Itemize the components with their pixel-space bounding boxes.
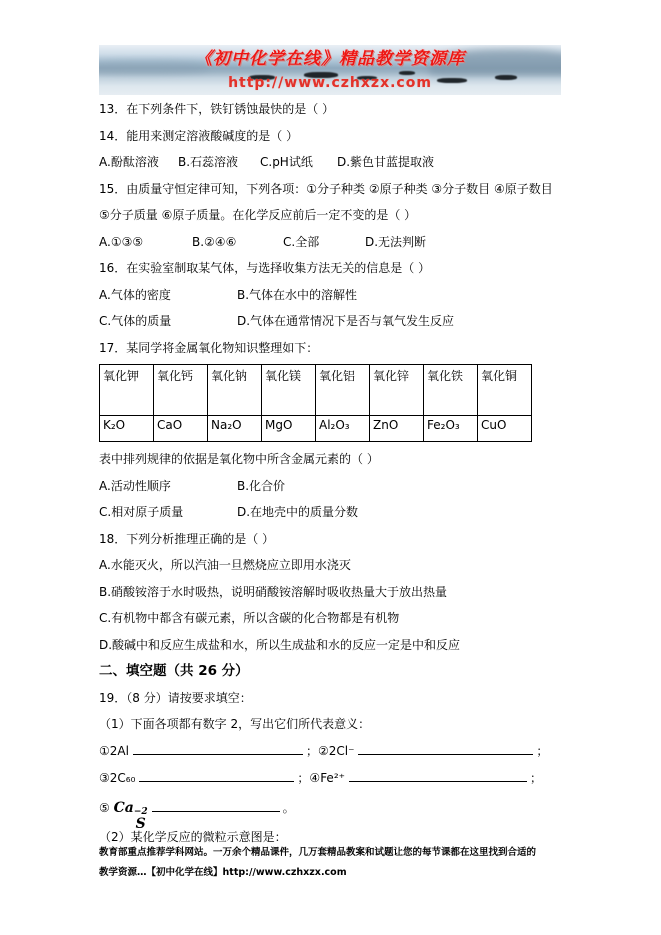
q15-option-a: A.①③⑤: [99, 234, 144, 249]
question-16-options-row2: [99, 308, 565, 335]
q14-option-d: D.紫色甘蓝提取液: [337, 155, 435, 169]
q18-option-d: D.酸碱中和反应生成盐和水，所以生成盐和水的反应一定是中和反应: [99, 637, 461, 652]
oxide-formula-cell: CaO: [154, 416, 208, 442]
oxide-formula-cell: MgO: [262, 416, 316, 442]
footer-url-link[interactable]: http://www.czhxzx.com: [222, 867, 347, 878]
q19-part1-text: （1）下面各项都有数字 2，写出它们所代表意义：: [99, 717, 371, 731]
exam-body: [99, 96, 565, 852]
oxide-name-cell: 氧化钠: [208, 365, 262, 416]
q16-option-d: D.气体在通常情况下是否与氧气发生反应: [237, 314, 455, 328]
item-2-formula: 2Cl⁻: [328, 743, 355, 758]
answer-blank-1: [133, 741, 303, 755]
oxide-name-cell: 氧化锌: [370, 365, 424, 416]
banner-title: 《初中化学在线》精品教学资源库: [195, 49, 465, 69]
oxide-name-cell: 氧化铝: [316, 365, 370, 416]
question-17-options-row1: [99, 473, 565, 500]
q16-option-c: C.气体的质量: [99, 314, 172, 328]
item-5-label: ⑤: [99, 800, 110, 815]
item-1-formula: 2Al: [109, 743, 129, 758]
q18-option-b: B.硝酸铵溶于水时吸热，说明硝酸铵溶解时吸收热量大于放出热量: [99, 584, 448, 599]
item-2-label: ②: [317, 743, 329, 758]
q17-option-c: C.相对原子质量: [99, 505, 184, 519]
question-14-text: 14．能用来测定溶液酸碱度的是（ ）: [99, 128, 299, 143]
oxide-name-row: [100, 365, 532, 416]
oxide-name-cell: 氧化铁: [424, 365, 478, 416]
oxide-formula-cell: ZnO: [370, 416, 424, 442]
question-14-options: [99, 149, 565, 176]
q18-option-c: C.有机物中都含有碳元素，所以含碳的化合物都是有机物: [99, 611, 400, 625]
q14-option-a: A.酚酞溶液: [99, 155, 159, 169]
item-4-label: ④: [309, 771, 321, 785]
footer-line-2: [99, 863, 569, 883]
item-4-formula: Fe²⁺: [320, 771, 345, 785]
item-5-formula-CaS: Ca −2 S: [113, 799, 148, 832]
q19-blank-row-2: [99, 765, 565, 793]
question-17-stem: 表中排列规律的依据是氧化物中所含金属元素的（ ）: [99, 452, 379, 466]
q19-blank-row-3: [99, 793, 565, 832]
q14-option-c: C.pH试纸: [260, 155, 313, 169]
question-13-text: 13．在下列条件下，铁钉锈蚀最快的是（ ）: [99, 102, 335, 116]
question-16-options-row1: [99, 282, 565, 309]
banner-url-link[interactable]: http://www.czhxzx.com: [228, 75, 432, 91]
oxide-formula-cell: Al₂O₃: [316, 416, 370, 442]
oxide-name-cell: 氧化铜: [478, 365, 532, 416]
oxide-formula-cell: K₂O: [100, 416, 154, 442]
question-17-text: 17．某同学将金属氧化物知识整理如下：: [99, 340, 319, 355]
q17-option-d: D.在地壳中的质量分数: [237, 505, 359, 519]
q18-option-a: A.水能灭火，所以汽油一旦燃烧应立即用水浇灭: [99, 558, 351, 572]
footer-line-2-text: 教学资源…【初中化学在线】: [99, 867, 223, 878]
q17-option-b: B.化合价: [237, 478, 286, 493]
item-4-separator: ；: [529, 771, 542, 785]
item-5-separator: 。: [282, 800, 295, 815]
answer-blank-4: [349, 768, 527, 782]
q14-option-b: B.石蕊溶液: [178, 155, 239, 169]
q16-option-b: B.气体在水中的溶解性: [237, 287, 358, 302]
question-15-text-line1: 15．由质量守恒定律可知，下列各项：①分子种类 ②原子种类 ③分子数目 ④原子数目: [99, 181, 553, 196]
item-1-separator: ；: [305, 743, 318, 758]
oxide-formula-cell: CuO: [478, 416, 532, 442]
q15-option-b: B.②④⑥: [192, 234, 237, 249]
oxide-formula-cell: Fe₂O₃: [424, 416, 478, 442]
oxide-formula-row: [100, 416, 532, 442]
oxide-name-cell: 氧化钾: [100, 365, 154, 416]
question-17-options-row2: [99, 499, 565, 526]
item-3-separator: ；: [297, 771, 310, 785]
valence-overscript: −2: [133, 806, 148, 817]
site-banner: [99, 45, 561, 95]
answer-blank-5: [152, 798, 280, 812]
q16-option-a: A.气体的密度: [99, 287, 171, 302]
q15-option-c: C.全部: [283, 234, 320, 249]
q17-option-a: A.活动性顺序: [99, 478, 171, 493]
oxide-name-cell: 氧化钙: [154, 365, 208, 416]
answer-blank-2: [358, 741, 533, 755]
item-3-label: ③: [99, 771, 110, 785]
footer-line-1: 教育部重点推荐学科网站。一万余个精品课件，几万套精品教案和试题让您的每节课都在这里找到合适的: [99, 847, 537, 858]
footer-promo: [99, 843, 569, 883]
item-3-formula: 2C₆₀: [109, 771, 136, 785]
q19-blank-row-1: [99, 738, 565, 766]
oxide-knowledge-table: [99, 364, 532, 442]
section-2-heading: 二、填空题（共 26 分）: [99, 663, 249, 679]
q15-option-d: D.无法判断: [365, 234, 427, 249]
question-15-text-line2: ⑤分子质量 ⑥原子质量。在化学反应前后一定不变的是（ ）: [99, 208, 417, 222]
oxide-name-cell: 氧化镁: [262, 365, 316, 416]
q19-part2-text: （2）某化学反应的微粒示意图是：: [99, 829, 287, 844]
answer-blank-3: [139, 768, 294, 782]
oxide-formula-cell: Na₂O: [208, 416, 262, 442]
question-16-text: 16．在实验室制取某气体，与选择收集方法无关的信息是（ ）: [99, 261, 431, 275]
item-1-label: ①: [99, 743, 110, 758]
item-2-separator: ；: [536, 743, 549, 758]
question-15-options: [99, 229, 565, 256]
question-19-text: 19．（8 分）请按要求填空：: [99, 690, 252, 705]
question-18-text: 18．下列分析推理正确的是（ ）: [99, 531, 275, 546]
